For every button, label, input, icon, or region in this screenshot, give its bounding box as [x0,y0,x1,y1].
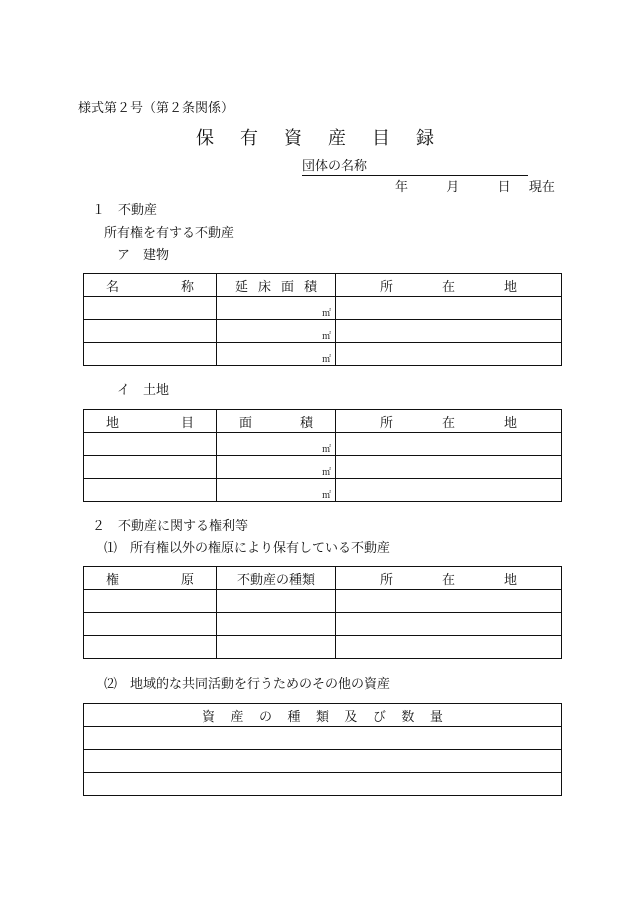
cell-right[interactable] [84,613,217,636]
cell-location[interactable] [336,636,562,659]
date-year: 年 [395,180,409,195]
building-table [83,273,562,366]
table-row [84,773,562,796]
cell-asset[interactable] [84,750,562,773]
table-row [84,320,562,343]
form-number: 様式第２号（第２条関係） [78,101,235,116]
table-row [84,613,562,636]
cell-location[interactable] [336,320,562,343]
page-title: 保有資産目録 [196,128,460,149]
cell-location[interactable] [336,456,562,479]
date-as-of: 現在 [528,180,555,195]
table-row [84,727,562,750]
cell-asset[interactable] [84,773,562,796]
table-row [84,456,562,479]
table-row [84,590,562,613]
header-title-right: 権 原 [84,567,217,590]
cell-location[interactable] [336,297,562,320]
header-land-category: 地 目 [84,410,217,433]
table-header-row [84,567,562,590]
other-assets-table [83,703,562,796]
table-row [84,750,562,773]
header-location: 所 在 地 [336,410,562,433]
section1-sub: 所有権を有する不動産 [104,226,235,241]
cell-category[interactable] [84,456,217,479]
rights-table [83,566,562,659]
cell-type[interactable] [217,636,336,659]
table-header-row [84,704,562,727]
table-row [84,433,562,456]
cell-asset[interactable] [84,727,562,750]
table-row [84,343,562,366]
cell-name[interactable] [84,343,217,366]
cell-type[interactable] [217,590,336,613]
cell-area[interactable]: ㎡ [217,343,336,366]
cell-area[interactable]: ㎡ [217,297,336,320]
table-header-row [84,274,562,297]
cell-area[interactable]: ㎡ [217,456,336,479]
header-location: 所 在 地 [336,274,562,297]
table-header-row [84,410,562,433]
date-line [395,180,555,196]
section1-heading: １ 不動産 [92,203,158,218]
header-floor-area: 延 床 面 積 [217,274,336,297]
building-label: ア 建物 [117,248,170,263]
cell-right[interactable] [84,636,217,659]
cell-name[interactable] [84,320,217,343]
header-asset-type-quantity: 資 産 の 種 類 及 び 数 量 [84,704,562,727]
org-name-field[interactable]: 団体の名称 [302,159,528,176]
cell-area[interactable]: ㎡ [217,433,336,456]
table-row [84,297,562,320]
cell-type[interactable] [217,613,336,636]
cell-category[interactable] [84,433,217,456]
section2-heading: ２ 不動産に関する権利等 [92,519,249,534]
cell-area[interactable]: ㎡ [217,479,336,502]
section2-sub1-label: ⑴ 所有権以外の権原により保有している不動産 [104,541,391,556]
section2-sub2-label: ⑵ 地域的な共同活動を行うためのその他の資産 [104,677,391,692]
cell-name[interactable] [84,297,217,320]
table-row [84,636,562,659]
cell-category[interactable] [84,479,217,502]
cell-location[interactable] [336,613,562,636]
header-name: 名 称 [84,274,217,297]
header-location: 所 在 地 [336,567,562,590]
land-table [83,409,562,502]
header-property-type: 不動産の種類 [217,567,336,590]
header-area: 面 積 [217,410,336,433]
table-row [84,479,562,502]
date-month: 月 [446,180,460,195]
cell-location[interactable] [336,590,562,613]
cell-location[interactable] [336,479,562,502]
date-day: 日 [497,180,511,195]
cell-location[interactable] [336,433,562,456]
land-label: イ 土地 [117,383,170,398]
cell-location[interactable] [336,343,562,366]
cell-area[interactable]: ㎡ [217,320,336,343]
cell-right[interactable] [84,590,217,613]
